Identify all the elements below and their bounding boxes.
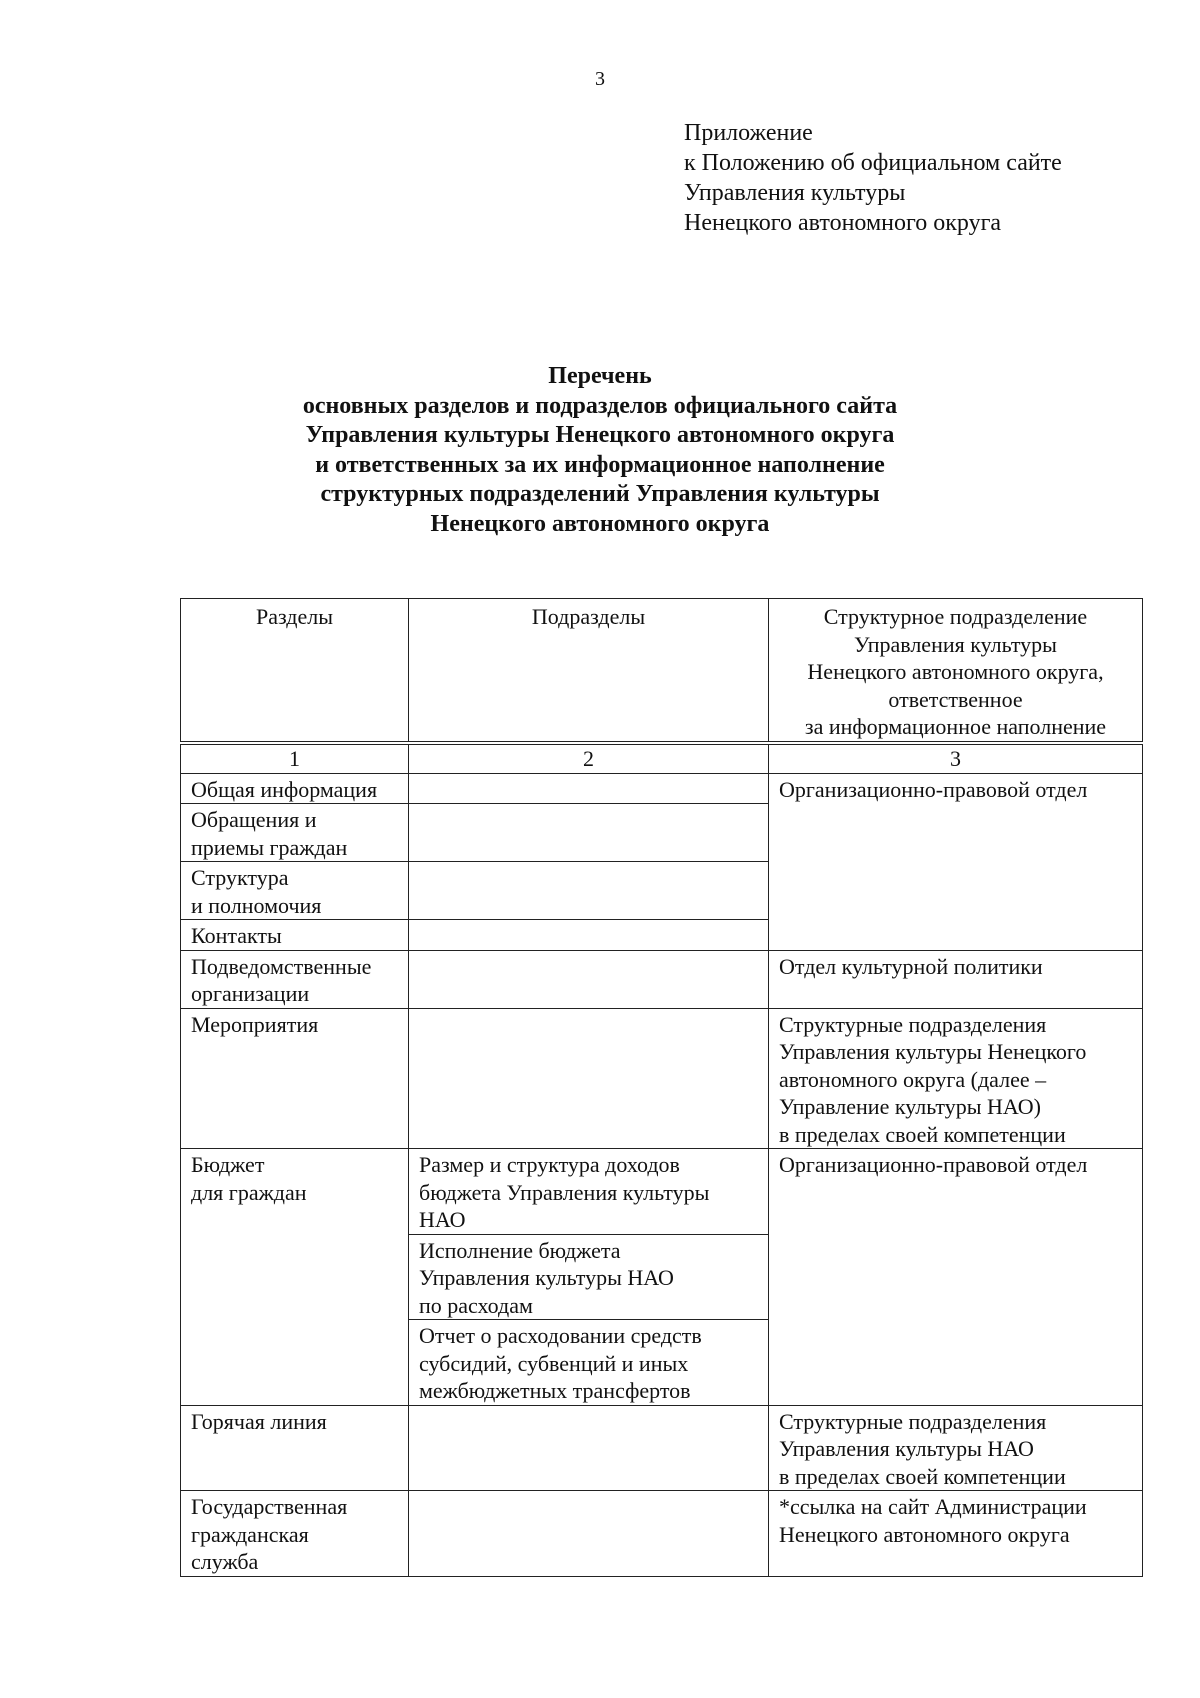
subsection-cell bbox=[409, 804, 769, 862]
section-cell bbox=[181, 1008, 409, 1149]
section-label: Структура bbox=[191, 865, 289, 890]
header-responsible-line: Управления культуры bbox=[854, 631, 1057, 657]
subsection-label: Размер и структура доходов bbox=[419, 1152, 680, 1177]
subsection-label: Управления культуры НАО bbox=[419, 1265, 674, 1290]
table-header-row bbox=[181, 599, 1143, 743]
section-cell bbox=[181, 804, 409, 862]
section-label: Бюджет bbox=[191, 1152, 265, 1177]
header-subsections-label: Подразделы bbox=[531, 604, 646, 629]
header-sections-label: Разделы bbox=[255, 604, 333, 629]
section-label: организации bbox=[191, 981, 310, 1006]
responsible-label: Организационно-правовой отдел bbox=[779, 1152, 1088, 1177]
section-label: и полномочия bbox=[191, 892, 322, 918]
column-number: 3 bbox=[769, 743, 1143, 774]
responsible-label: *ссылка на сайт Администрации bbox=[779, 1494, 1087, 1519]
responsible-cell bbox=[769, 1491, 1143, 1577]
subsection-label: Отчет о расходовании средств bbox=[419, 1323, 702, 1348]
appendix-line: Приложение bbox=[684, 120, 813, 146]
responsible-cell bbox=[769, 773, 1143, 950]
responsible-label: автономного округа (далее – bbox=[779, 1066, 1047, 1092]
title-line: Управления культуры Ненецкого автономного округа bbox=[305, 422, 895, 448]
responsible-label: Управление культуры НАО) bbox=[779, 1094, 1041, 1119]
title-line: структурных подразделений Управления культуры bbox=[320, 481, 880, 507]
section-cell bbox=[181, 773, 409, 804]
table-row bbox=[181, 1405, 1143, 1491]
table-row bbox=[181, 773, 1143, 804]
section-label: Мероприятия bbox=[191, 1011, 319, 1037]
appendix-line: Ненецкого автономного округа bbox=[684, 210, 1002, 236]
responsible-label: Структурные подразделения bbox=[779, 1011, 1047, 1037]
header-responsible-line: Ненецкого автономного округа, bbox=[807, 659, 1104, 684]
subsection-cell bbox=[409, 1008, 769, 1149]
header-responsible-line: Структурное подразделение bbox=[823, 604, 1088, 629]
page-number: 3 bbox=[595, 68, 605, 90]
appendix-line: к Положению об официальном сайте bbox=[684, 150, 1062, 176]
responsible-label: Отдел культурной политики bbox=[779, 953, 1043, 979]
section-label: служба bbox=[191, 1549, 259, 1574]
header-subsections bbox=[409, 599, 769, 743]
sections-table bbox=[180, 598, 1143, 1577]
subsection-label: Исполнение бюджета bbox=[419, 1237, 621, 1263]
subsection-cell bbox=[409, 950, 769, 1008]
responsible-label: Ненецкого автономного округа bbox=[779, 1521, 1070, 1547]
subsection-label: НАО bbox=[419, 1207, 466, 1232]
section-label: гражданская bbox=[191, 1521, 309, 1547]
subsection-label: бюджета Управления культуры bbox=[419, 1179, 710, 1205]
subsection-label: субсидий, субвенций и иных bbox=[419, 1350, 689, 1376]
section-label: для граждан bbox=[191, 1179, 307, 1205]
section-cell bbox=[181, 1405, 409, 1491]
responsible-cell bbox=[769, 1149, 1143, 1406]
section-label: Подведомственные bbox=[191, 953, 372, 979]
section-label: Государственная bbox=[191, 1494, 348, 1519]
subsection-cell bbox=[409, 862, 769, 920]
subsection-cell bbox=[409, 1405, 769, 1491]
responsible-label: Управления культуры НАО bbox=[779, 1436, 1034, 1461]
title-line: и ответственных за их информационное наполнение bbox=[315, 451, 885, 478]
appendix-note bbox=[684, 118, 1062, 238]
responsible-label: Структурные подразделения bbox=[779, 1408, 1047, 1434]
title-line: Ненецкого автономного округа bbox=[430, 510, 770, 537]
header-responsible bbox=[769, 599, 1143, 743]
section-label: Горячая линия bbox=[191, 1408, 327, 1434]
table-row bbox=[181, 1008, 1143, 1149]
section-label: Обращения и bbox=[191, 807, 317, 832]
responsible-cell bbox=[769, 1405, 1143, 1491]
subsection-cell bbox=[409, 1320, 769, 1406]
subsection-cell bbox=[409, 1491, 769, 1577]
section-cell bbox=[181, 920, 409, 951]
responsible-label: в пределах своей компетенции bbox=[779, 1463, 1066, 1489]
section-label: приемы граждан bbox=[191, 834, 348, 860]
subsection-label: межбюджетных трансфертов bbox=[419, 1378, 691, 1403]
title-line: основных разделов и подразделов официального сайта bbox=[302, 392, 898, 419]
section-cell bbox=[181, 1491, 409, 1577]
column-number: 1 bbox=[181, 743, 409, 774]
subsection-cell bbox=[409, 773, 769, 804]
column-number: 2 bbox=[409, 743, 769, 774]
section-cell bbox=[181, 950, 409, 1008]
responsible-label: Управления культуры Ненецкого bbox=[779, 1039, 1087, 1064]
responsible-label: в пределах своей компетенции bbox=[779, 1121, 1066, 1147]
section-cell bbox=[181, 1149, 409, 1406]
subsection-cell bbox=[409, 1149, 769, 1235]
table-row bbox=[181, 1149, 1143, 1235]
table-row bbox=[181, 950, 1143, 1008]
document-title bbox=[0, 362, 1200, 539]
responsible-cell bbox=[769, 1008, 1143, 1149]
responsible-label: Организационно-правовой отдел bbox=[779, 776, 1088, 802]
title-line: Перечень bbox=[548, 363, 652, 389]
responsible-cell bbox=[769, 950, 1143, 1008]
header-sections bbox=[181, 599, 409, 743]
section-label: Общая информация bbox=[191, 776, 378, 802]
table-row bbox=[181, 1491, 1143, 1577]
column-numbers-row bbox=[181, 743, 1143, 774]
subsection-label: по расходам bbox=[419, 1292, 533, 1318]
section-cell bbox=[181, 862, 409, 920]
subsection-cell bbox=[409, 920, 769, 951]
appendix-line: Управления культуры bbox=[684, 180, 906, 206]
header-responsible-line: ответственное bbox=[888, 686, 1023, 712]
section-label: Контакты bbox=[191, 923, 282, 948]
header-responsible-line: за информационное наполнение bbox=[804, 714, 1107, 739]
subsection-cell bbox=[409, 1234, 769, 1320]
